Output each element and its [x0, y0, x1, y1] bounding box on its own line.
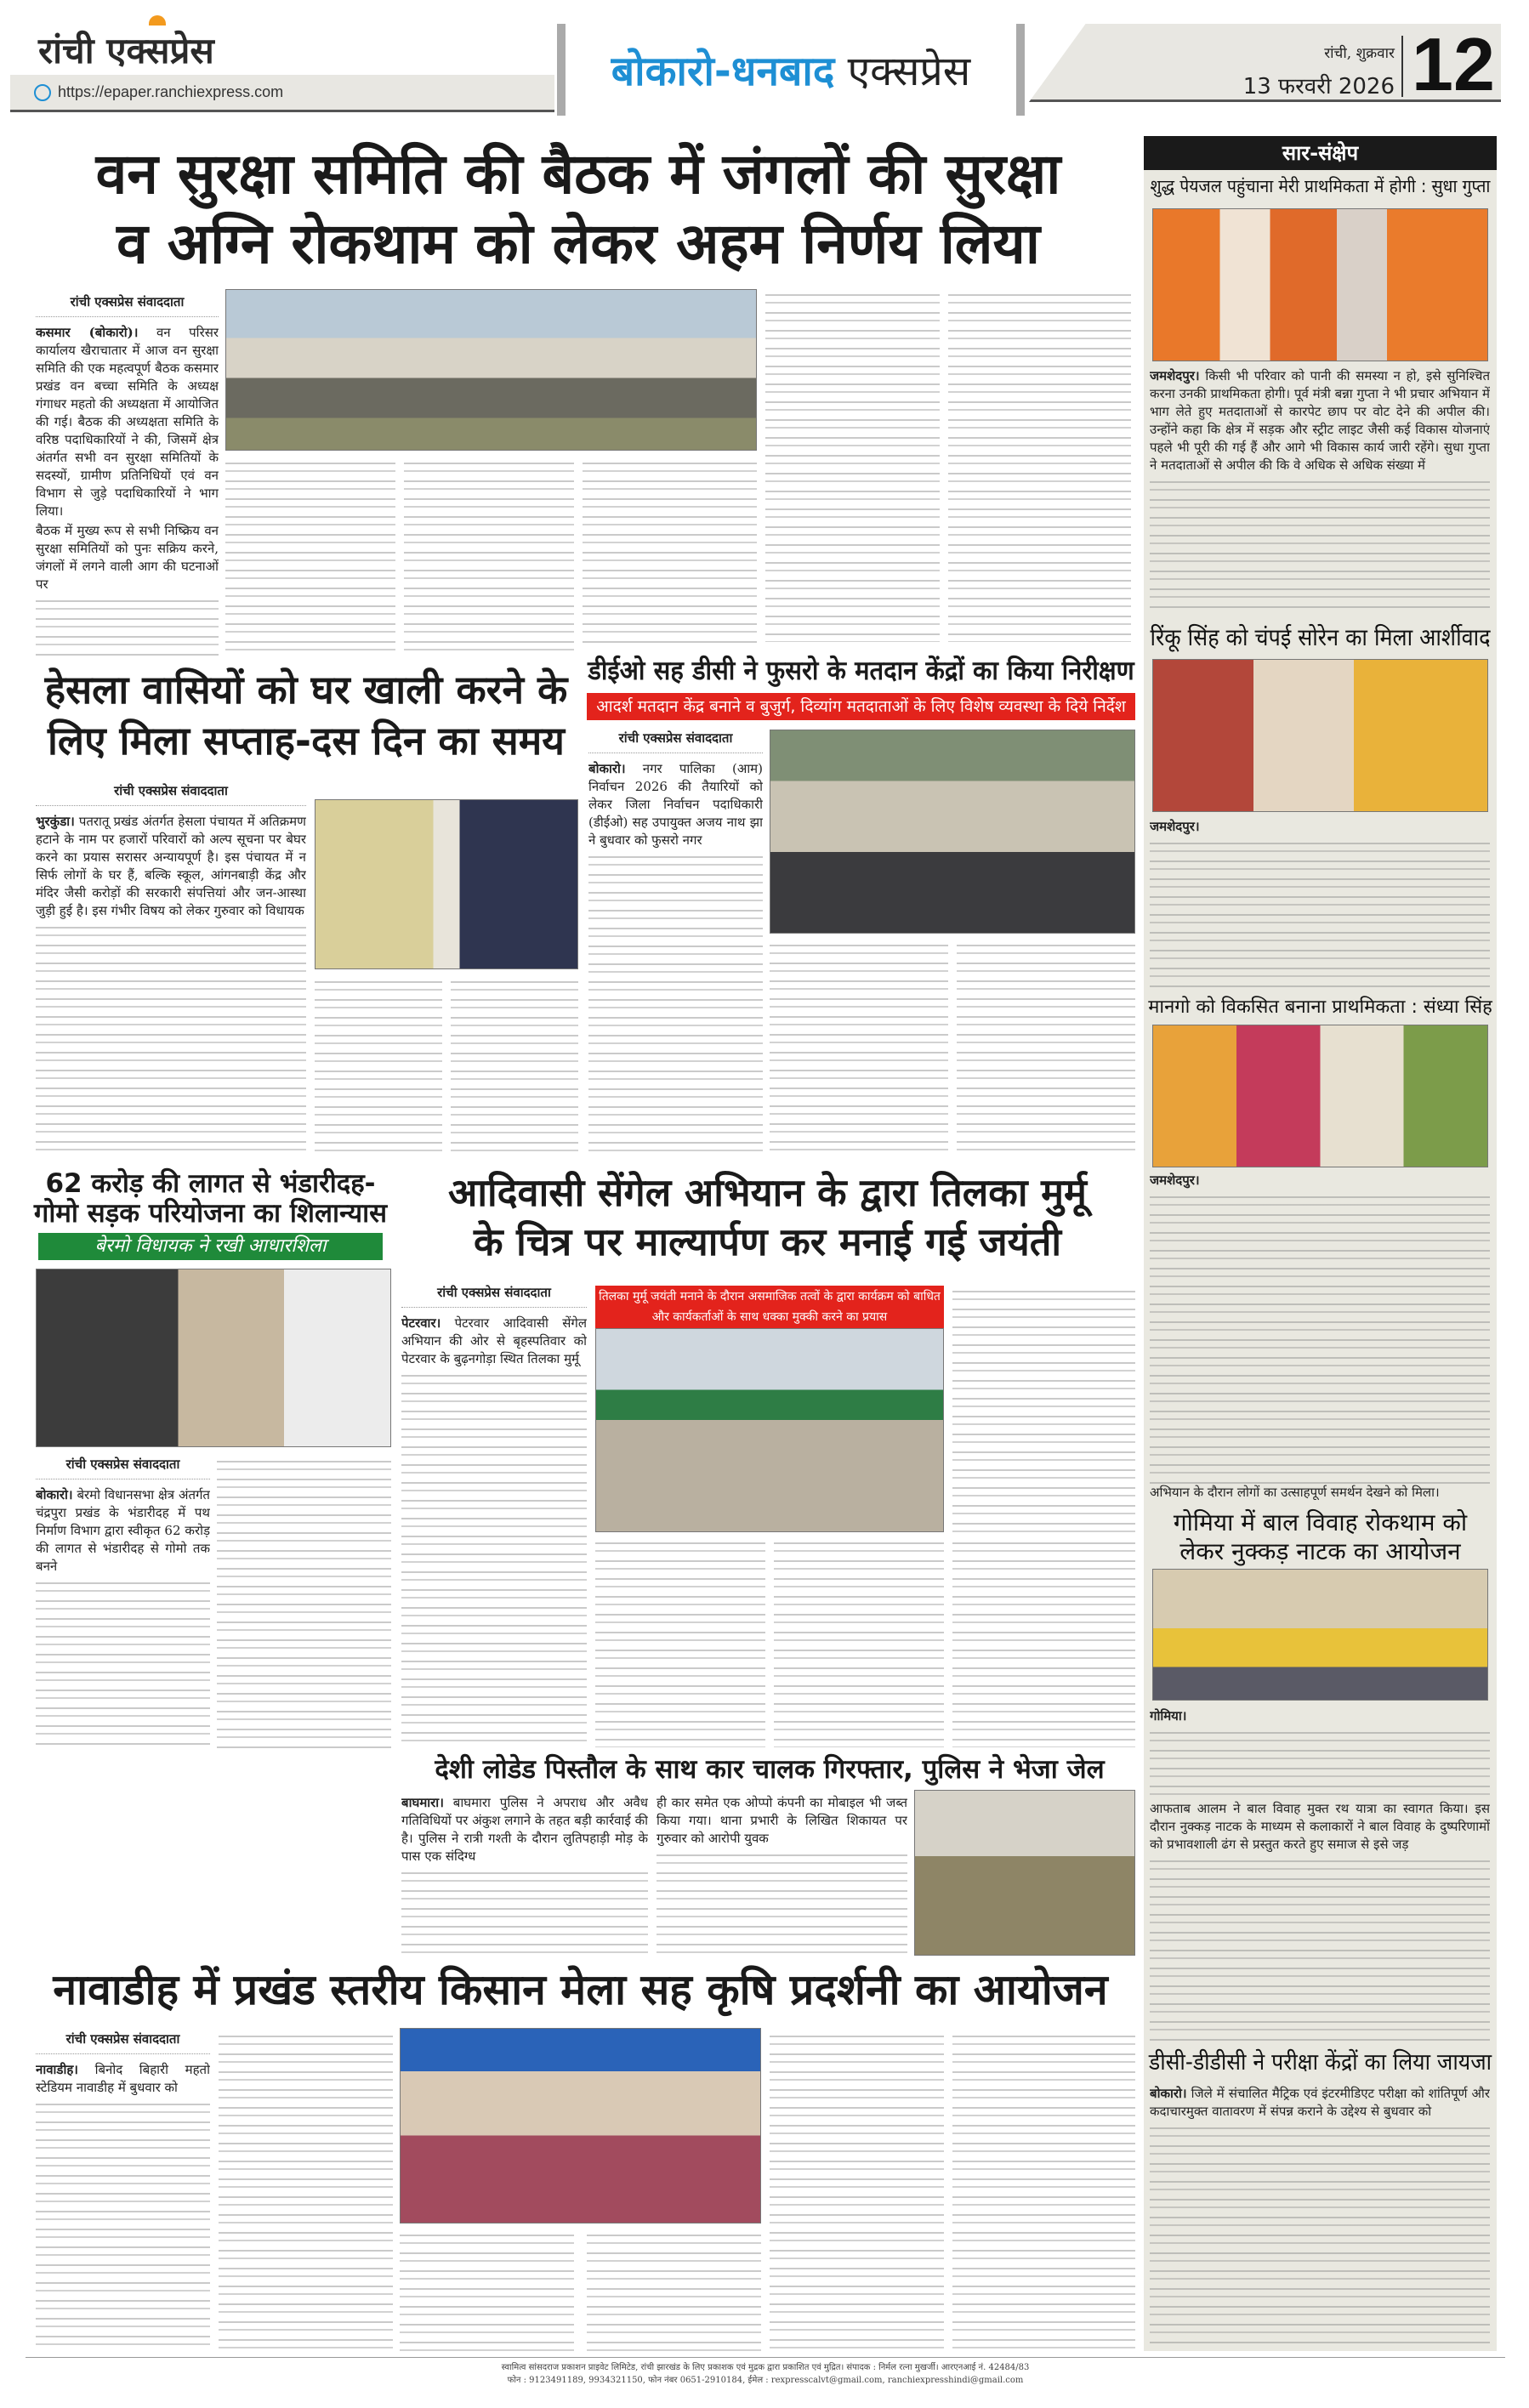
edition-box: [557, 24, 1025, 116]
sengel-col-3: [595, 1537, 765, 1747]
text-filler: [36, 927, 306, 1156]
sidebar-photo: [1152, 659, 1488, 812]
masthead: [0, 0, 1529, 128]
text-filler: [765, 294, 940, 642]
pistol-col-1: [401, 1794, 648, 1956]
text-filler: [404, 463, 574, 653]
byline: रांची एक्सप्रेस संवाददाता: [36, 293, 219, 317]
text-filler: [1150, 2127, 1490, 2347]
dateline: बोकारो।: [588, 761, 626, 776]
nawadih-col-4: [587, 2229, 761, 2352]
hesla-col-3: [451, 976, 578, 1156]
hesla-col-2: [315, 976, 442, 1156]
nawadih-col-3: [400, 2229, 574, 2352]
byline: रांची एक्सप्रेस संवाददाता: [36, 1456, 210, 1479]
byline: रांची एक्सप्रेस संवाददाता: [36, 2030, 210, 2054]
footer-imprint: [26, 2357, 1505, 2387]
dateline: जमशेदपुर।: [1150, 368, 1200, 383]
road-headline: 62 करोड़ की लागत से भंडारीदह-गोमो सड़क परियोजना का शिलान्यास: [33, 1168, 388, 1229]
nawadih-col-2: [219, 2030, 393, 2352]
dateline: गोमिया।: [1150, 1708, 1187, 1724]
text-filler: [957, 945, 1135, 1156]
text-filler: [219, 2036, 393, 2352]
text-filler: [1150, 1732, 1490, 1800]
story-body: जिले में संचालित मैट्रिक एवं इंटरमीडिएट परीक्षा को शांतिपूर्ण और कदाचारमुक्त वातावरण में संपन्न कराने के उद्देश्य से बुधवार को: [1150, 2086, 1490, 2119]
dateline: भुरकुंडा।: [36, 814, 75, 829]
issue-date: 13 फरवरी 2026: [1242, 74, 1395, 99]
lead-story-col-2: [225, 457, 395, 653]
road-photo: [36, 1269, 391, 1447]
text-filler: [36, 2104, 210, 2352]
story-body: अभियान के दौरान लोगों का उत्साहपूर्ण समर्थन देखने को मिला।: [1150, 1485, 1440, 1500]
pistol-headline: देशी लोडेड पिस्तौल के साथ कार चालक गिरफ्तार, पुलिस ने भेजा जेल: [435, 1754, 1105, 1785]
dateline: जमशेदपुर।: [1150, 819, 1200, 834]
lead-story-col-1: [36, 293, 219, 659]
text-filler: [774, 1542, 944, 1747]
story-body: आफताब आलम ने बाल विवाह मुक्त रथ यात्रा का स्वागत किया। इस दौरान नुक्कड़ नाटक के माध्यम से कलाकारों ने बाल विवाह के दुष्परिणामों को प्रभावशाली ढंग से प्रस्तुत करते हुए समाज से इसे जड़: [1150, 1801, 1490, 1852]
dateline: कसमार (बोकारो)।: [36, 325, 139, 340]
text-filler: [401, 1872, 648, 1956]
sidebar-photo: [1152, 1025, 1488, 1167]
edition-name: बोकारो-धनबाद: [611, 47, 835, 95]
hesla-headline: हेसला वासियों को घर खाली करने के लिए मिला सप्ताह-दस दिन का समय: [44, 667, 568, 764]
text-filler: [36, 1582, 210, 1749]
sidebar-item-title: मानगो को विकसित बनाना प्राथमिकता : संध्या सिंह: [1148, 997, 1492, 1018]
byline: रांची एक्सप्रेस संवाददाता: [588, 730, 763, 753]
sengel-col-1: [401, 1284, 587, 1747]
deo-headline: डीईओ सह डीसी ने फुसरो के मतदान केंद्रों का किया निरीक्षण: [588, 656, 1134, 686]
dateline: जमशेदपुर।: [1150, 1173, 1200, 1188]
text-filler: [1150, 1860, 1490, 2043]
text-filler: [952, 2036, 1135, 2352]
sidebar-item-title: गोमिया में बाल विवाह रोकथाम को लेकर नुक्कड़ नाटक का आयोजन: [1173, 1508, 1468, 1565]
sengel-photo: [595, 1328, 944, 1532]
lead-story-col-6: [948, 289, 1131, 642]
sidebar-item-title: डीसी-डीडीसी ने परीक्षा केंद्रों का लिया जायजा: [1148, 2049, 1492, 2076]
text-filler: [583, 463, 757, 649]
story-body-2: ही कार समेत एक ओप्पो कंपनी का मोबाइल भी जब्त किया गया। थाना प्रभारी के लिखित शिकायत पर गुरुवार को आरोपी युवक: [657, 1795, 907, 1846]
text-filler: [952, 1291, 1135, 1532]
lead-headline-line-2: व अग्नि रोकथाम को लेकर अहम निर्णय लिया: [117, 211, 1040, 276]
edition-suffix: एक्सप्रेस: [847, 47, 971, 95]
dateline: बोकारो।: [1150, 2086, 1187, 2101]
text-filler: [315, 981, 442, 1156]
lead-story-photo: [225, 289, 757, 451]
text-filler: [948, 294, 1131, 642]
nawadih-col-6: [952, 2030, 1135, 2352]
deo-col-2: [770, 940, 948, 1156]
lead-story-col-3: [404, 457, 574, 653]
sidebar-item-body: [1150, 367, 1490, 614]
story-body: पतरातू प्रखंड अंतर्गत हेसला पंचायत में अतिक्रमण हटाने के नाम पर हजारों परिवारों को अल्प सूचना पर बेघर करने का प्रयास सरासर अन्यायपूर्ण है। इस पंचायत में न सिर्फ लोगों के घर हैं, बल्कि स्कूल, आंगनबाड़ी केंद्र और मंदिर जैसी करोड़ों की सरकारी संपत्तियां और जन-आस्था जुड़ी हुई है। इस गंभीर विषय को लेकर गुरुवार को विधायक: [36, 814, 306, 918]
text-filler: [1150, 1196, 1490, 1484]
text-filler: [401, 1375, 587, 1747]
sidebar-item-title: रिंकू सिंह को चंपई सोरेन का मिला आर्शीवाद: [1150, 623, 1491, 651]
text-filler: [225, 463, 395, 653]
deo-col-1: [588, 730, 763, 1156]
dateline: बोकारो।: [36, 1487, 73, 1502]
sidebar-item-body: [1150, 2085, 1490, 2347]
text-filler: [217, 1461, 391, 1749]
deo-col-3: [957, 940, 1135, 1156]
text-filler: [451, 981, 578, 1156]
lead-story-col-5: [765, 289, 940, 642]
story-body: बाघमारा पुलिस ने अपराध और अवैध गतिविधियों पर अंकुश लगाने के तहत बड़ी कार्रवाई की है। पुलिस ने रात्री गश्ती के दौरान लुतिपहाड़ी मोड़ के पास एक संदिग्ध: [401, 1795, 648, 1864]
story-body: नगर पालिका (आम) निर्वाचन 2026 की तैयारियों को लेकर जिला निर्वाचन पदाधिकारी (डीईओ) सह उपायुक्त अजय नाथ झा ने बुधवार को फुसरो नगर: [588, 761, 763, 848]
text-filler: [400, 2235, 574, 2352]
dateline: पेटरवार।: [401, 1315, 441, 1331]
imprint-line-1: स्वामित्व सांसदराज प्रकाशन प्राइवेट लिमिटेड, रांची झारखंड के लिए प्रकाशक एवं मुद्रक द्वारा प्रकाशित एवं मुद्रित। संपादक : निर्मल रत्ना मुखर्जी। आरएनआई नं. 42484/83: [501, 2363, 1030, 2372]
byline: रांची एक्सप्रेस संवाददाता: [36, 782, 306, 806]
nawadih-headline: नावाडीह में प्रखंड स्तरीय किसान मेला सह कृषि प्रदर्शनी का आयोजन: [53, 1965, 1108, 2014]
dateline: नावाडीह।: [36, 2062, 78, 2077]
text-filler: [587, 2235, 761, 2352]
sengel-headline-line-1: आदिवासी सेंगेल अभियान के द्वारा तिलका मुर्मू: [448, 1170, 1087, 1215]
imprint-line-2: फोन : 9123491189, 9934321150, फोन नंबर 0651-2910184, ईमेल : rexpresscalvt@gmail.com, ranchiexpresshindi@gmail.com: [507, 2376, 1024, 2385]
pistol-photo: [914, 1790, 1135, 1956]
sidebar-item-body: [1150, 1707, 1490, 2043]
place-day: रांची, शुक्रवार: [1324, 45, 1395, 62]
text-filler: [952, 1542, 1135, 1747]
url-bar: [10, 75, 554, 112]
sengel-photo-caption: तिलका मुर्मू जयंती मनाने के दौरान असमाजिक तत्वों के द्वारा कार्यक्रम को बाधित और कार्यकर्ताओं के साथ धक्का मुक्की करने का प्रयास: [599, 1290, 941, 1324]
hesla-photo: [315, 799, 578, 969]
nawadih-col-5: [770, 2030, 944, 2352]
logo-sun-icon: [149, 15, 166, 26]
sidebar-photo: [1152, 1569, 1488, 1701]
deo-subhead-bar: [587, 693, 1135, 720]
globe-icon: [34, 84, 51, 101]
nawadih-col-1: [36, 2030, 210, 2352]
deo-photo: [770, 730, 1135, 934]
road-subhead: बेरमो विधायक ने रखी आधारशिला: [94, 1235, 327, 1257]
sidebar-header: सार-संक्षेप: [1144, 136, 1497, 170]
sengel-headline-line-2: के चित्र पर माल्यार्पण कर मनाई गई जयंती: [473, 1219, 1062, 1264]
story-body: वन परिसर कार्यालय खैराचातार में आज वन सुरक्षा समिति की एक महत्वपूर्ण बैठक कसमार प्रखंड वन बच्चा समिति के अध्यक्ष गंगाधर महतो की अध्यक्षता में आयोजित की गई। बैठक की अध्यक्षता समिति के वरिष्ठ पदाधिकारियों ने की, जिसमें क्षेत्र अंतर्गत सभी वन सुरक्षा समितियों के सदस्यों, ग्रामीण प्रतिनिधियों एवं वन विभाग से जुड़े पदाधिकारियों ने भाग लिया।: [36, 325, 219, 519]
text-filler: [1150, 481, 1490, 614]
lead-story-col-4: [583, 457, 757, 649]
sengel-col-5: [952, 1537, 1135, 1747]
sidebar-item-body: [1150, 1172, 1490, 1503]
lead-headline-line-1: वन सुरक्षा समिति की बैठक में जंगलों की सुरक्षा: [95, 141, 1061, 207]
epaper-link[interactable]: https://epaper.ranchiexpress.com: [58, 83, 284, 100]
text-filler: [770, 945, 948, 1156]
sidebar-item-title: शुद्ध पेयजल पहुंचाना मेरी प्राथमिकता में होगी : सुधा गुप्ता: [1150, 176, 1491, 196]
text-filler: [588, 856, 763, 1156]
sengel-photo-caption-bar: [595, 1286, 944, 1328]
nawadih-photo: [400, 2028, 761, 2223]
divider: [1401, 36, 1403, 97]
story-body: बिनोद बिहारी महतो स्टेडियम नावाडीह में बुधवार को: [36, 2062, 210, 2095]
sengel-col-2: [952, 1286, 1135, 1532]
dateline: बाघमारा।: [401, 1795, 444, 1810]
text-filler: [595, 1542, 765, 1747]
text-filler: [1150, 843, 1490, 992]
road-col-1: [36, 1456, 210, 1749]
road-col-2: [217, 1456, 391, 1749]
text-filler: [657, 1854, 907, 1956]
sidebar-photo: [1152, 208, 1488, 361]
hesla-col-1: [36, 782, 306, 1156]
page-number: 12: [1412, 22, 1495, 106]
road-subhead-bar: [38, 1233, 383, 1260]
story-body: पेटरवार आदिवासी सेंगेल अभियान की ओर से बृहस्पतिवार को पेटरवार के बुढ़नगोड़ा स्थित तिलका मुर्मू: [401, 1315, 587, 1366]
story-body-2: बैठक में मुख्य रूप से सभी निष्क्रिय वन सुरक्षा समितियों को पुनः सक्रिय करने, जंगलों में लगने वाली आग की घटनाओं पर: [36, 523, 219, 592]
pistol-col-2: [657, 1794, 907, 1956]
text-filler: [770, 2036, 944, 2352]
sidebar-item-body: [1150, 818, 1490, 992]
sengel-col-4: [774, 1537, 944, 1747]
deo-subhead: आदर्श मतदान केंद्र बनाने व बुजुर्ग, दिव्यांग मतदाताओं के लिए विशेष व्यवस्था के दिये निर्देश: [596, 697, 1126, 716]
story-body: बेरमो विधानसभा क्षेत्र अंतर्गत चंद्रपुरा प्रखंड के भंडारीदह में पथ निर्माण विभाग द्वारा स्वीकृत 62 करोड़ की लागत से भंडारीदह से गोमो तक बनने: [36, 1487, 210, 1574]
text-filler: [36, 600, 219, 659]
story-body: किसी भी परिवार को पानी की समस्या न हो, इसे सुनिश्चित करना उनकी प्राथमिकता होगी। पूर्व मंत्री बन्ना गुप्ता ने भी प्रचार अभियान में भाग लेते हुए मतदाताओं से कारपेट छाप पर वोट देने की अपील की। उन्होंने कहा कि क्षेत्र में सड़क और स्ट्रीट लाइट जैसी कई विकास योजनाएं पहले भी पूरी की गई हैं और आगे भी विकास कार्य जारी रहेंगे। सुधा गुप्ता ने मतदाताओं से अपील की कि वे अधिक से अधिक संख्या में: [1150, 368, 1490, 473]
newspaper-logo: रांची एक्सप्रेस: [38, 30, 214, 71]
byline: रांची एक्सप्रेस संवाददाता: [401, 1284, 587, 1308]
